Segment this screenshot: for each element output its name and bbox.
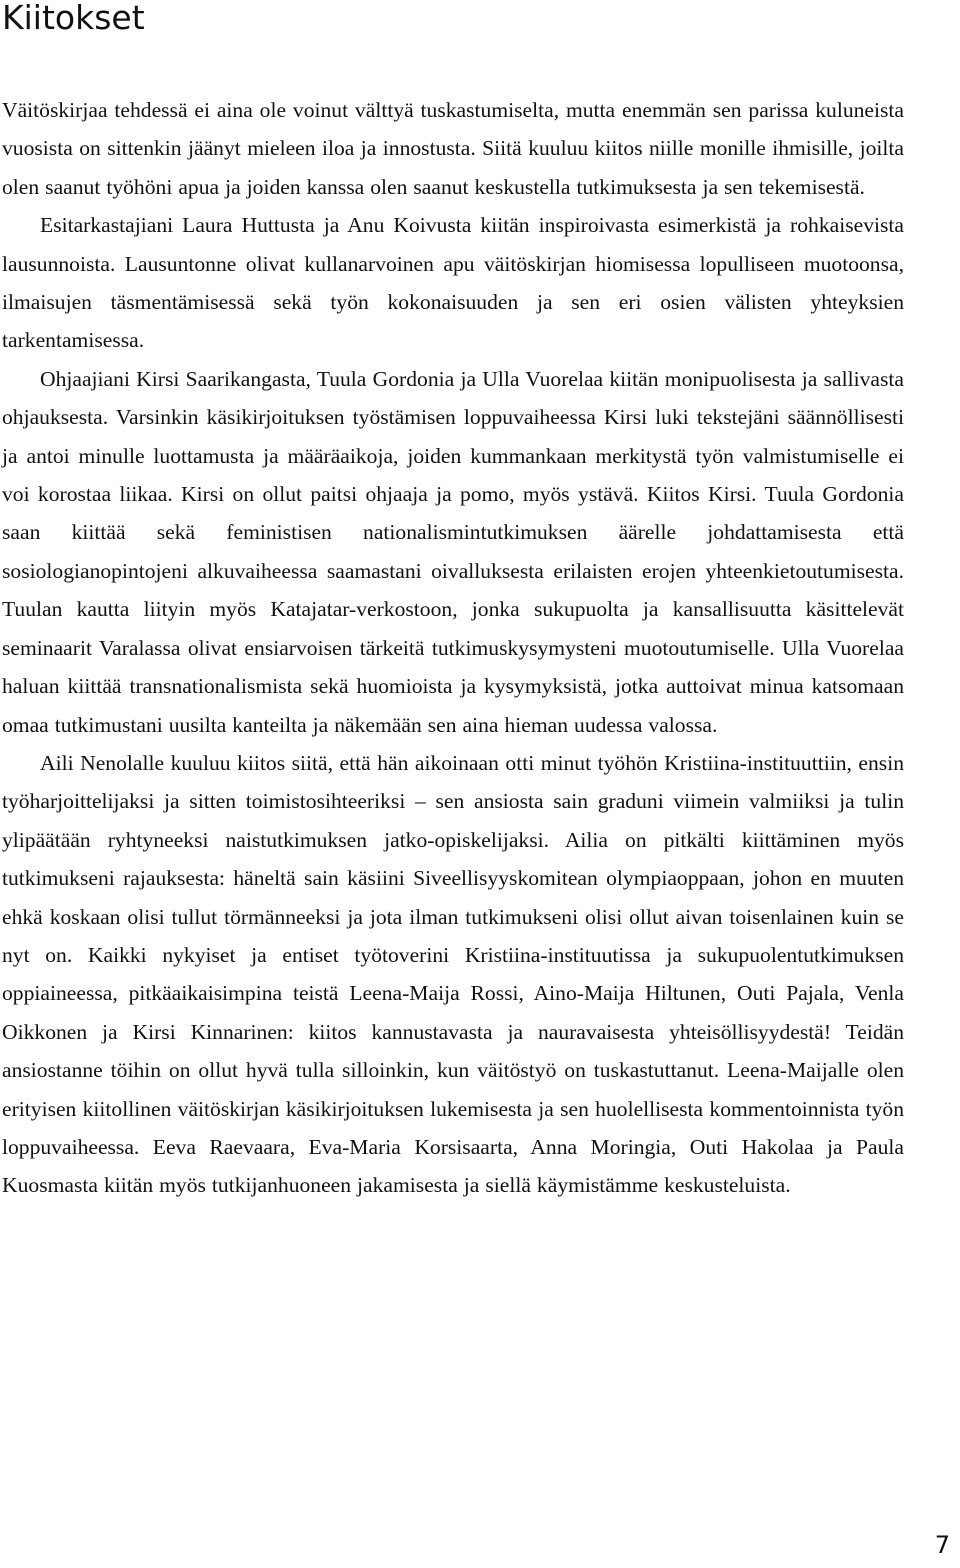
page-number: 7 [934,1531,950,1559]
body-text [2,91,904,1205]
paragraph-colleagues: Aili Nenolalle kuuluu kiitos siitä, että hän aikoinaan otti minut työhön Kristiina-instituuttiin, ensin työharjoittelijaksi ja sitten toimistosihteeriksi – sen ansiosta sain graduni viimein valmiiksi ja tulin ylipäätään ryhtyneeksi naistutkimuksen jatko-opiskelijaksi. Ailia on pitkälti kiittäminen myös tutkimukseni rajauksesta: häneltä sain käsiini Siveellisyyskomitean olympiaoppaan, johon en muuten ehkä koskaan olisi tullut törmänneeksi ja jota ilman tutkimukseni olisi ollut aivan toisenlainen kuin se nyt on. Kaikki nykyiset ja entiset työtoverini Kristiina-instituutissa ja sukupuolentutkimuksen oppiaineessa, pitkäaikaisimpina teistä Leena-Maija Rossi, Aino-Maija Hiltunen, Outi Pajala, Venla Oikkonen ja Kirsi Kinnarinen: kiitos kannustavasta ja nauravaisesta yhteisöllisyydestä! Teidän ansiostanne töihin on ollut hyvä tulla silloinkin, kun väitöstyö on tuskastuttanut. Leena-Maijalle olen erityisen kiitollinen väitöskirjan käsikirjoituksen lukemisesta ja sen huolellisesta kommentoinnista työn loppuvaiheessa. Eeva Raevaara, Eva-Maria Korsisaarta, Anna Moringia, Outi Hakolaa ja Paula Kuosmasta kiitän myös tutkijanhuoneen jakamisesta ja siellä käymistämme keskusteluista. [2,750,904,1198]
page-title: Kiitokset [2,0,145,37]
paragraph-pre-examiners: Esitarkastajiani Laura Huttusta ja Anu Koivusta kiitän inspiroivasta esimerkistä ja rohkaisevista lausunnoista. Lausuntonne olivat kullanarvoinen apu väitöskirjan hiomisessa lopulliseen muotoonsa, ilmaisujen täsmentämisessä sekä työn kokonaisuuden ja sen eri osien välisten yhteyksien tarkentamisessa. [2,213,904,353]
paragraph-intro: Väitöskirjaa tehdessä ei aina ole voinut välttyä tuskastumiselta, mutta enemmän sen parissa kuluneista vuosista on sittenkin jäänyt mieleen iloa ja innostusta. Siitä kuuluu kiitos niille monille ihmisille, joilta olen saanut työhöni apua ja joiden kanssa olen saanut keskustella tutkimuksesta ja sen tekemisestä. [2,98,904,199]
paragraph-supervisors: Ohjaajiani Kirsi Saarikangasta, Tuula Gordonia ja Ulla Vuorelaa kiitän monipuolisesta ja sallivasta ohjauksesta. Varsinkin käsikirjoituksen työstämisen loppuvaiheessa Kirsi luki tekstejäni säännöllisesti ja antoi minulle luottamusta ja määräaikoja, joiden kummankaan merkitystä työn valmistumiselle ei voi korostaa liikaa. Kirsi on ollut paitsi ohjaaja ja pomo, myös ystävä. Kiitos Kirsi. Tuula Gordonia saan kiittää sekä feministisen nationalismintutkimuksen äärelle johdattamisesta että sosiologianopintojeni alkuvaiheessa saamastani oivalluksesta erilaisten erojen yhteenkietoutumisesta. Tuulan kautta liityin myös Katajatar-verkostoon, jonka sukupuolta ja kansallisuutta käsittelevät seminaarit Varalassa olivat ensiarvoisen tärkeitä tutkimuskysymysteni muotoutumiselle. Ulla Vuorelaa haluan kiittää transnationalismista sekä huomioista ja kysymyksistä, jotka auttoivat minua katsomaan omaa tutkimustani uusilta kanteilta ja näkemään sen aina hieman uudessa valossa. [2,366,904,737]
